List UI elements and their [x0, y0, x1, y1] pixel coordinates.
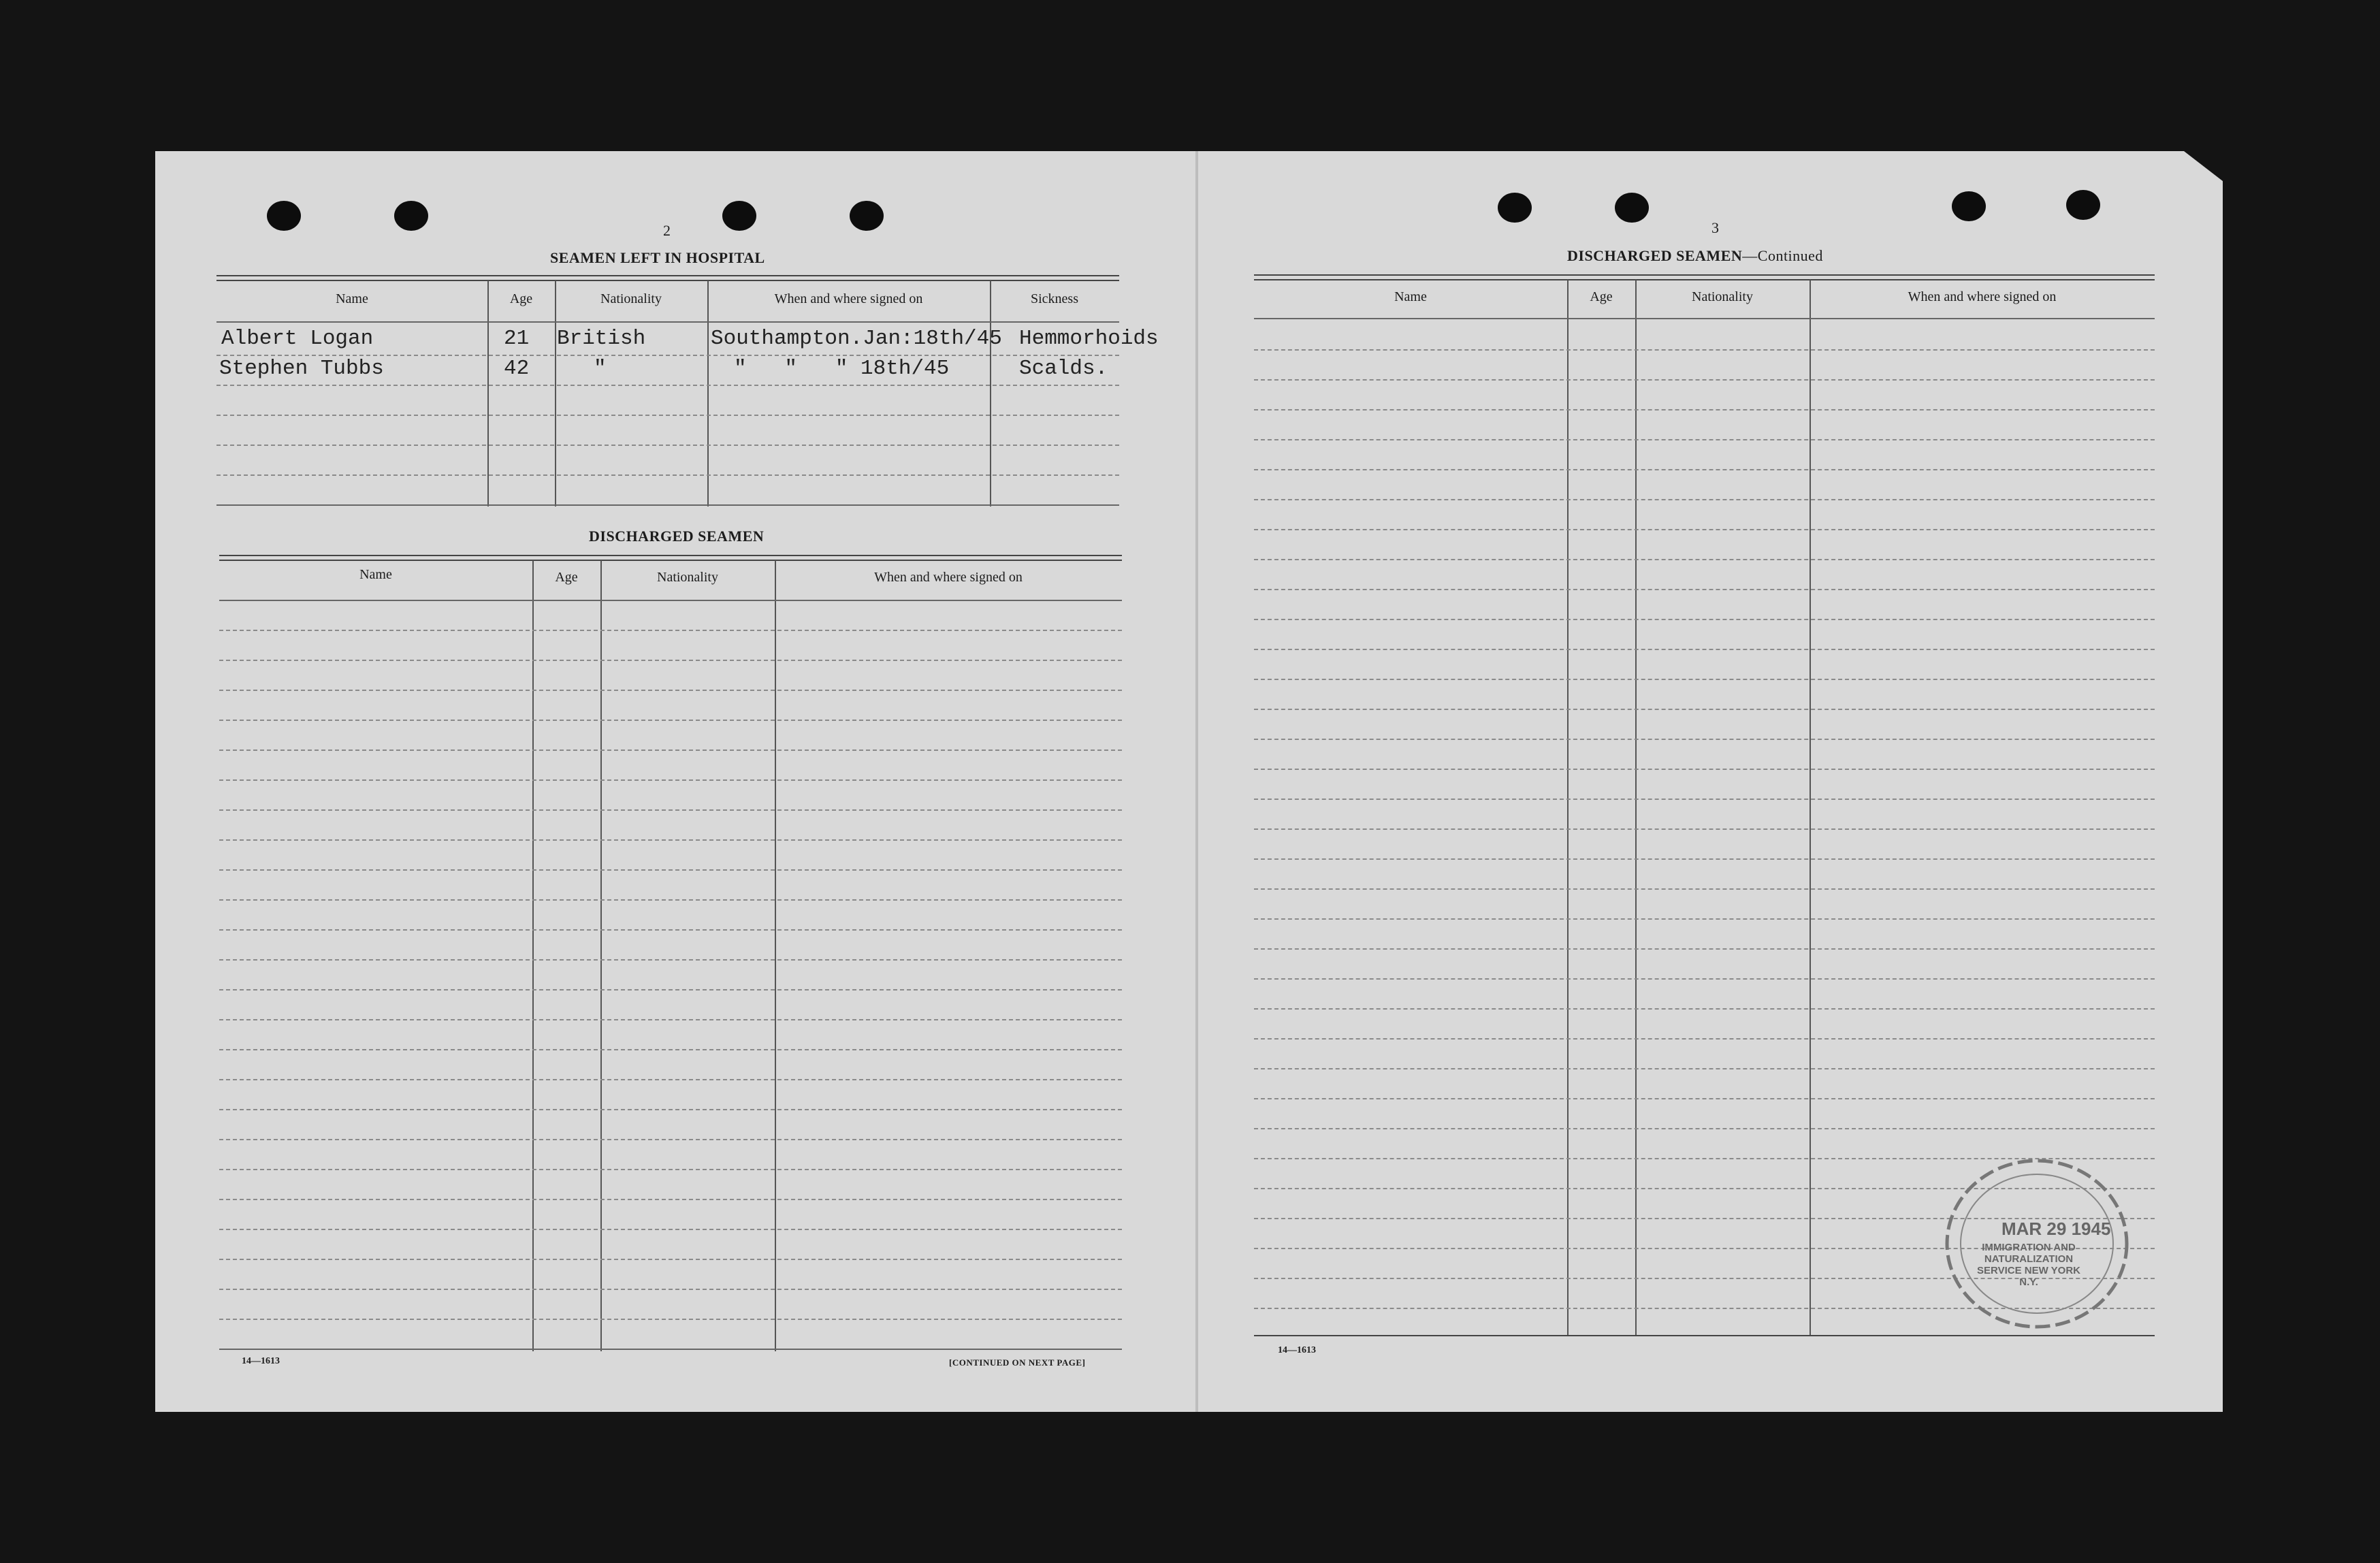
- ruled-line: [1254, 709, 2155, 710]
- ruled-line: [219, 750, 1122, 751]
- stamp-text: IMMIGRATION AND NATURALIZATION SERVICE NEW YORK N.Y.: [1977, 1242, 2080, 1288]
- ruled-line: [1254, 769, 2155, 770]
- ruled-line: [219, 1319, 1122, 1320]
- column-header-signed-on: When and where signed on: [874, 570, 1023, 585]
- ruled-line: [1254, 918, 2155, 920]
- ruled-line: [1254, 349, 2155, 351]
- column-header-sickness: Sickness: [1031, 291, 1078, 306]
- ruled-line: [219, 1049, 1122, 1050]
- stamp-date: MAR 29 1945: [2001, 1219, 2111, 1239]
- ruled-line: [219, 959, 1122, 961]
- hospital-entry-sickness: Hemmorhoids: [1019, 327, 1159, 351]
- ruled-line: [219, 1019, 1122, 1020]
- ruled-line: [1254, 529, 2155, 530]
- ruled-line: [1254, 739, 2155, 740]
- column-header-name: Name: [1394, 289, 1427, 304]
- column-header-name: Name: [336, 291, 368, 306]
- form-number: 14—1613: [1278, 1345, 1316, 1355]
- ruled-line: [219, 720, 1122, 721]
- hospital-entry-nationality: ": [594, 357, 607, 381]
- ruled-line: [1254, 499, 2155, 500]
- ruled-line: [1254, 469, 2155, 470]
- hospital-section-title: SEAMEN LEFT IN HOSPITAL: [550, 249, 765, 266]
- ruled-line: [1254, 888, 2155, 890]
- column-header-nationality: Nationality: [1692, 289, 1753, 304]
- ruled-line: [1254, 589, 2155, 590]
- ruled-line: [219, 660, 1122, 661]
- hospital-table: [216, 275, 1119, 506]
- ruled-line: [1254, 1098, 2155, 1099]
- ruled-line: [219, 1139, 1122, 1140]
- hospital-entry-signed-on: " " " 18th/45: [734, 357, 950, 381]
- ruled-line: [219, 899, 1122, 901]
- punch-hole: [850, 201, 884, 231]
- column-header-age: Age: [1590, 289, 1613, 304]
- column-header-name: Name: [359, 567, 392, 582]
- punch-hole: [2066, 190, 2100, 220]
- immigration-stamp: [1914, 1152, 2132, 1336]
- ruled-line: [219, 1259, 1122, 1260]
- punch-hole: [267, 201, 301, 231]
- ruled-line: [219, 929, 1122, 931]
- ruled-line: [1254, 1008, 2155, 1010]
- continued-note: [CONTINUED ON NEXT PAGE]: [949, 1357, 1086, 1368]
- ruled-line: [1254, 439, 2155, 440]
- discharged-continued-title: DISCHARGED SEAMEN—Continued: [1567, 247, 1823, 264]
- hospital-entry-age: 42: [504, 357, 530, 381]
- ruled-line: [1254, 948, 2155, 950]
- ruled-line: [1254, 409, 2155, 410]
- hospital-entry-name: Stephen Tubbs: [219, 357, 384, 381]
- ruled-line: [219, 690, 1122, 691]
- discharged-table-left: [219, 555, 1122, 1351]
- punch-hole: [1615, 193, 1649, 223]
- ruled-line: [219, 809, 1122, 811]
- page-fold: [1195, 151, 1198, 1412]
- column-header-signed-on: When and where signed on: [1908, 289, 2057, 304]
- discharged-section-title: DISCHARGED SEAMEN: [589, 528, 765, 545]
- punch-hole: [394, 201, 428, 231]
- column-header-nationality: Nationality: [657, 570, 718, 585]
- ruled-line: [1254, 1068, 2155, 1069]
- ruled-line: [1254, 379, 2155, 381]
- column-header-signed-on: When and where signed on: [774, 291, 923, 306]
- ruled-line: [219, 869, 1122, 871]
- ruled-line: [219, 1169, 1122, 1170]
- ruled-line: [219, 1109, 1122, 1110]
- ruled-line: [1254, 619, 2155, 620]
- ruled-line: [219, 1289, 1122, 1290]
- ruled-line: [219, 1079, 1122, 1080]
- ruled-line: [1254, 799, 2155, 800]
- ruled-line: [1254, 1128, 2155, 1129]
- hospital-entry-nationality: British: [557, 327, 646, 351]
- punch-hole: [1498, 193, 1532, 223]
- hospital-entry-name: Albert Logan: [221, 327, 374, 351]
- ruled-line: [219, 839, 1122, 841]
- punch-hole: [722, 201, 756, 231]
- column-header-age: Age: [509, 291, 533, 306]
- page-number: 3: [1711, 219, 1719, 236]
- punch-hole: [1952, 191, 1986, 221]
- ruled-line: [219, 779, 1122, 781]
- ruled-line: [1254, 649, 2155, 650]
- hospital-entry-signed-on: Southampton.Jan:18th/45: [711, 327, 1002, 351]
- ruled-line: [1254, 828, 2155, 830]
- ruled-line: [1254, 679, 2155, 680]
- page-number: 2: [663, 222, 671, 239]
- ruled-line: [219, 1229, 1122, 1230]
- hospital-entry-sickness: Scalds.: [1019, 357, 1108, 381]
- ruled-line: [219, 630, 1122, 631]
- column-header-nationality: Nationality: [600, 291, 662, 306]
- ruled-line: [219, 989, 1122, 990]
- ruled-line: [1254, 1038, 2155, 1040]
- ruled-line: [219, 1199, 1122, 1200]
- column-header-age: Age: [555, 570, 578, 585]
- ruled-line: [1254, 559, 2155, 560]
- ruled-line: [1254, 978, 2155, 980]
- form-number: 14—1613: [242, 1356, 280, 1366]
- ruled-line: [1254, 858, 2155, 860]
- hospital-entry-age: 21: [504, 327, 530, 351]
